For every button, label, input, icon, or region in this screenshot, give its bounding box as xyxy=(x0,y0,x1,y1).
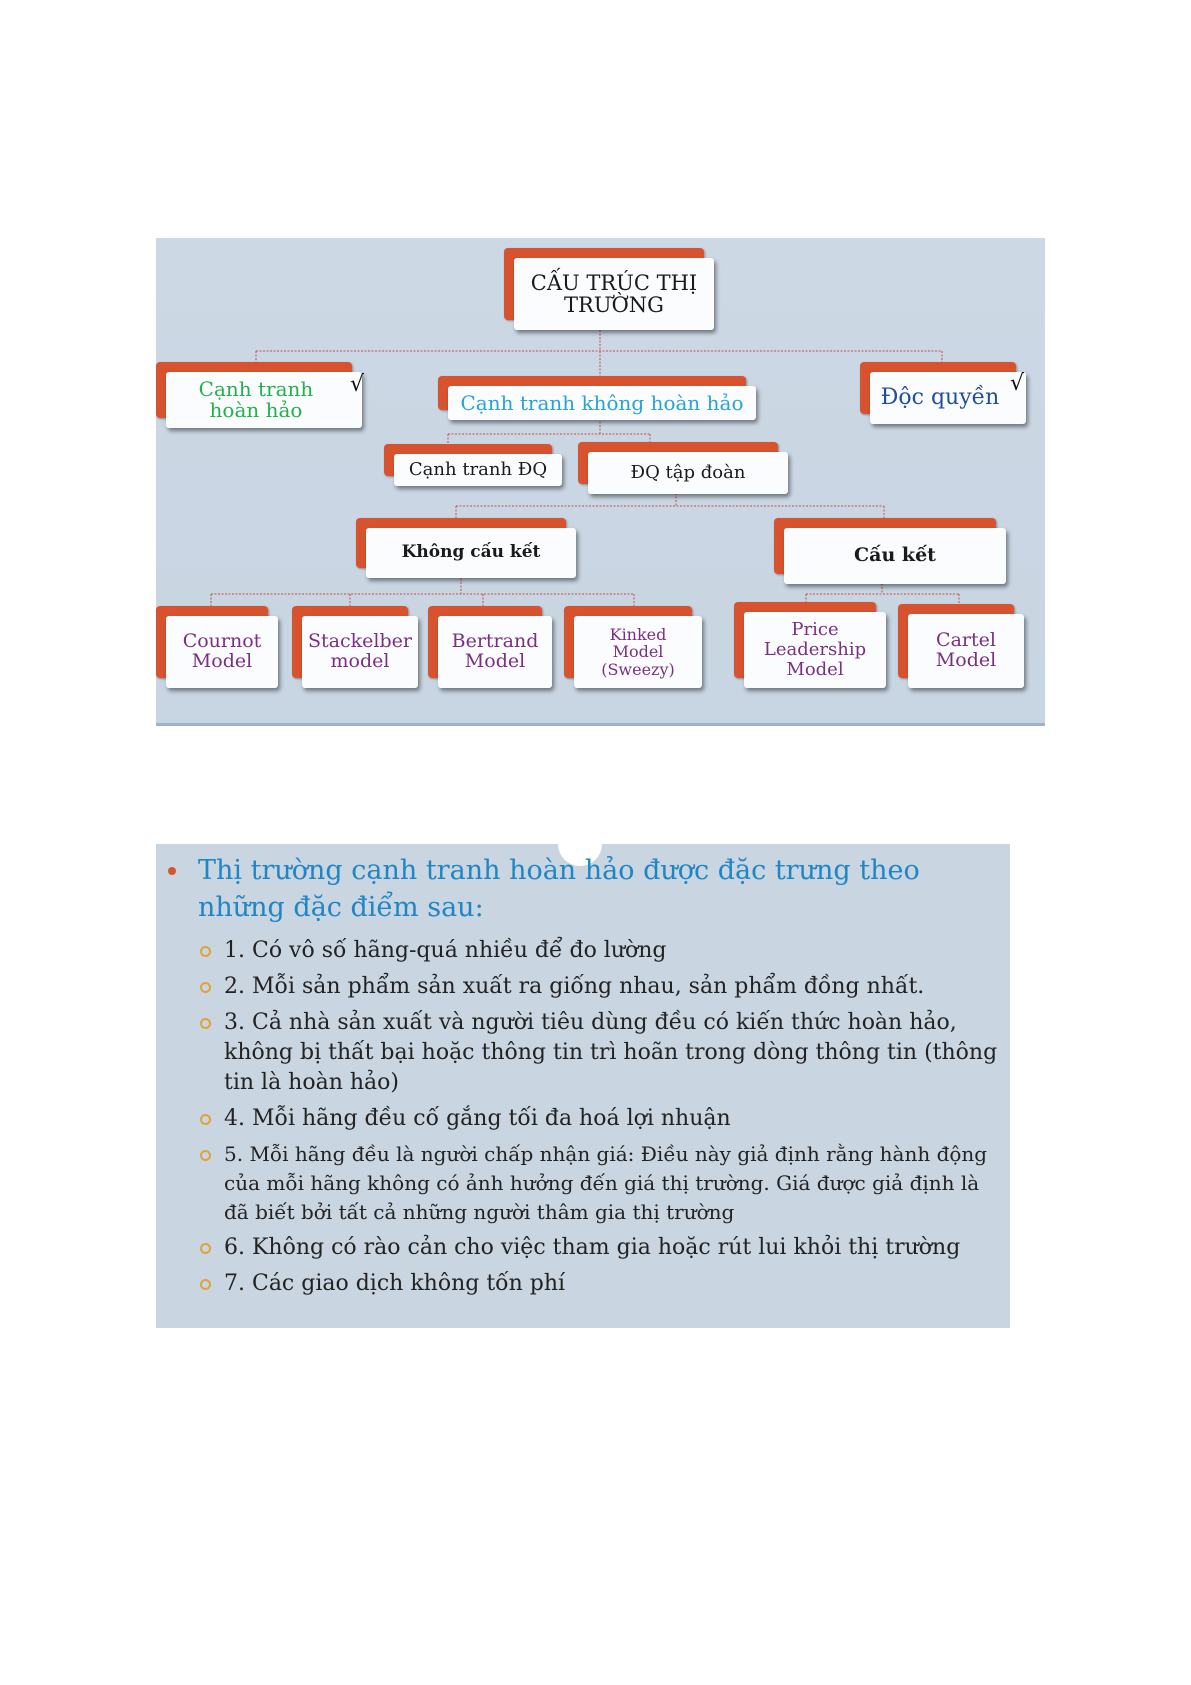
stackelberg-model-node xyxy=(292,606,418,688)
collusive-node xyxy=(774,518,1006,584)
monopoly-label: Độc quyền xyxy=(870,372,1026,424)
monopolistic-competition-node xyxy=(384,444,562,486)
ring-bullet-icon xyxy=(200,1243,211,1254)
price-leadership-model-node xyxy=(734,602,886,688)
non-collusive-label: Không cấu kết xyxy=(366,528,576,578)
list-item xyxy=(224,1104,999,1134)
perfect-competition-slide xyxy=(156,844,1010,1328)
ring-bullet-icon xyxy=(200,1150,211,1161)
root-node xyxy=(504,248,714,330)
ring-bullet-icon xyxy=(200,946,211,957)
oligopoly-node xyxy=(578,442,788,494)
list-item xyxy=(224,1269,999,1299)
bullet-dot-icon xyxy=(168,867,176,875)
cartel-model-node xyxy=(898,604,1024,688)
perfect-competition-label: Cạnh tranh hoàn hảo xyxy=(166,372,362,428)
price-leadership-model-label: Price Leadership Model xyxy=(744,612,886,688)
list-item xyxy=(224,972,999,1002)
characteristics-list xyxy=(224,936,999,1305)
stackelberg-model-label: Stackelber model xyxy=(302,616,418,688)
ring-bullet-icon xyxy=(200,982,211,993)
perfect-competition-node xyxy=(156,362,365,428)
collusive-label: Cấu kết xyxy=(784,528,1006,584)
ring-bullet-icon xyxy=(200,1018,211,1029)
bertrand-model-label: Bertrand Model xyxy=(438,616,552,688)
monopoly-check-icon: √ xyxy=(1010,371,1025,396)
ring-bullet-icon xyxy=(200,1279,211,1290)
list-item xyxy=(224,1140,999,1227)
root-label: CẤU TRÚC THỊ TRƯỜNG xyxy=(514,258,714,330)
list-item xyxy=(224,1008,999,1098)
cartel-model-label: Cartel Model xyxy=(908,614,1024,688)
monopolistic-competition-label: Cạnh tranh ĐQ xyxy=(394,454,562,486)
list-item-text: 3. Cả nhà sản xuất và người tiêu dùng đều có kiến thức hoàn hảo, không bị thất bại hoặc thông tin trì hoãn trong dòng thông tin (thông tin là hoàn hảo) xyxy=(224,1010,998,1095)
kinked-model-label: Kinked Model (Sweezy) xyxy=(574,616,702,688)
ring-bullet-icon xyxy=(200,1114,211,1125)
list-item xyxy=(224,936,999,966)
imperfect-competition-label: Cạnh tranh không hoàn hảo xyxy=(448,386,756,420)
perfect-competition-check-icon: √ xyxy=(350,372,365,397)
list-item-text: 6. Không có rào cản cho việc tham gia hoặc rút lui khỏi thị trường xyxy=(224,1235,961,1260)
cournot-model-node xyxy=(156,606,278,688)
list-item-text: 1. Có vô số hãng-quá nhiều để đo lường xyxy=(224,938,667,963)
oligopoly-label: ĐQ tập đoàn xyxy=(588,452,788,494)
cournot-model-label: Cournot Model xyxy=(166,616,278,688)
kinked-model-node xyxy=(564,606,702,688)
slide-heading: Thị trường cạnh tranh hoàn hảo được đặc trưng theo những đặc điểm sau: xyxy=(198,855,920,923)
list-item-text: 5. Mỗi hãng đều là người chấp nhận giá: Điều này giả định rằng hành động của mỗi hãng không có ảnh hưởng đến giá thị trường. Giá được giả định là đã biết bởi tất cả những người thâm gia thị trường xyxy=(224,1142,988,1224)
market-structure-diagram xyxy=(156,238,1045,726)
list-item-text: 4. Mỗi hãng đều cố gắng tối đa hoá lợi nhuận xyxy=(224,1106,731,1131)
bertrand-model-node xyxy=(428,606,552,688)
slide-heading-bullet xyxy=(198,852,998,926)
list-item-text: 7. Các giao dịch không tốn phí xyxy=(224,1271,566,1296)
list-item xyxy=(224,1233,999,1263)
non-collusive-node xyxy=(356,518,576,578)
list-item-text: 2. Mỗi sản phẩm sản xuất ra giống nhau, sản phẩm đồng nhất. xyxy=(224,974,925,999)
imperfect-competition-node xyxy=(438,376,756,420)
monopoly-node xyxy=(860,362,1026,424)
